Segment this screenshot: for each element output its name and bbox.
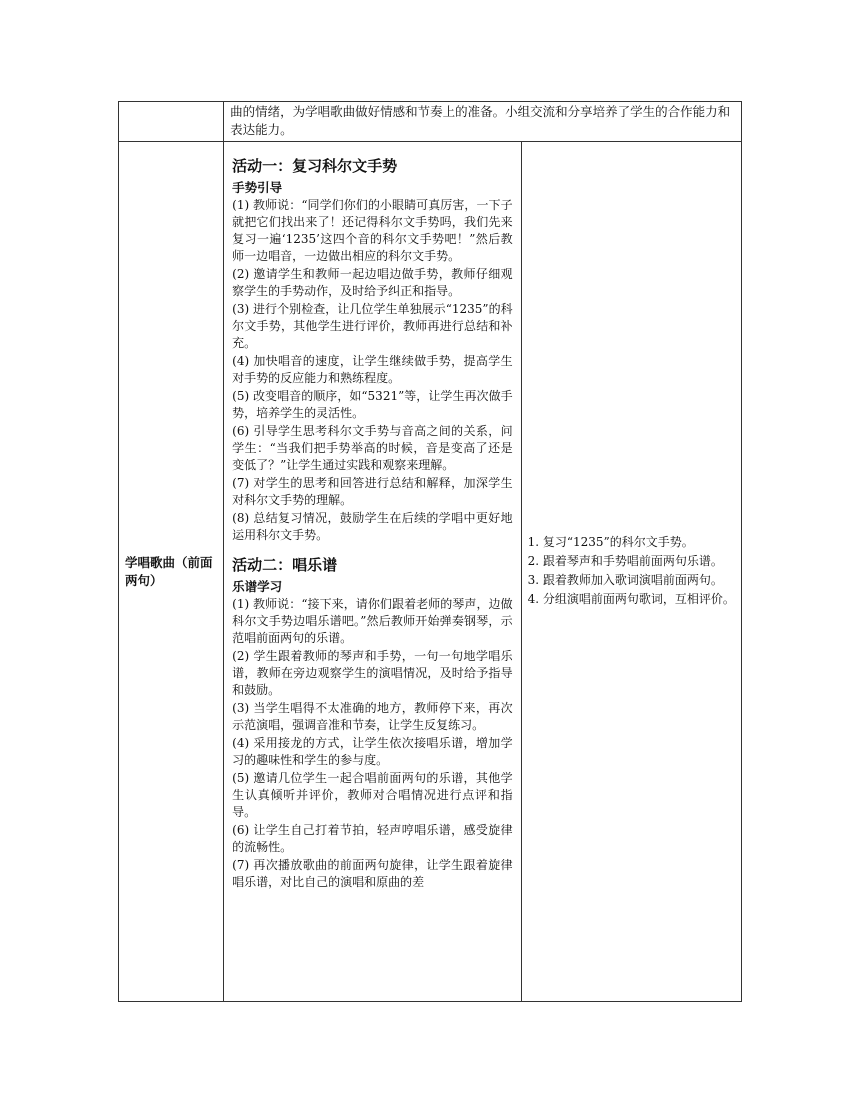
continuation-text: 曲的情绪，为学唱歌曲做好情感和节奏上的准备。小组交流和分享培养了学生的合作能力和表达能力。: [230, 104, 731, 137]
stage-cell-empty: [119, 102, 224, 142]
activity-step: (6) 让学生自己打着节拍，轻声哼唱乐谱，感受旋律的流畅性。: [232, 823, 513, 854]
student-activity-item: 2. 跟着琴声和手势唱前面两句乐谱。: [527, 553, 723, 568]
activity-title: 活动一：复习科尔文手势: [232, 157, 398, 175]
activity-step: (4) 采用接龙的方式，让学生依次接唱乐谱，增加学习的趣味性和学生的参与度。: [232, 736, 513, 767]
student-activity-item: 1. 复习“1235”的科尔文手势。: [527, 534, 694, 549]
continuation-cell: [224, 102, 742, 142]
activity-step: (6) 引导学生思考科尔文手势与音高之间的关系，问学生：“当我们把手势举高的时候，音是变高了还是变低了？”让学生通过实践和观察来理解。: [232, 424, 513, 472]
activity-step: (1) 教师说：“同学们你们的小眼睛可真厉害，一下子就把它们找出来了！还记得科尔文手势吗，我们先来复习一遍‘1235’这四个音的科尔文手势吧！”然后教师一边唱音，一边做出相应的科尔文手势。: [232, 198, 513, 263]
activity-title: 活动二：唱乐谱: [232, 556, 338, 574]
teacher-activities-cell: [224, 142, 521, 1002]
activity-subtitle: 乐谱学习: [232, 579, 283, 594]
activity-step: (3) 当学生唱得不太准确的地方，教师停下来，再次示范演唱，强调音准和节奏，让学生反复练习。: [232, 701, 513, 732]
student-activity-item: 3. 跟着教师加入歌词演唱前面两句。: [527, 572, 723, 587]
activity-subtitle: 手势引导: [232, 180, 283, 195]
student-activities-cell: [521, 142, 741, 1002]
activity-step: (5) 改变唱音的顺序，如“5321”等，让学生再次做手势，培养学生的灵活性。: [232, 389, 513, 420]
activity-step: (2) 学生跟着教师的琴声和手势，一句一句地学唱乐谱，教师在旁边观察学生的演唱情况，及时给予指导和鼓励。: [232, 649, 513, 697]
stage-label: 学唱歌曲（前面两句）: [125, 554, 213, 588]
activity-one: [232, 156, 512, 544]
activity-step: (7) 再次播放歌曲的前面两句旋律，让学生跟着旋律唱乐谱，对比自己的演唱和原曲的差: [232, 858, 513, 889]
activity-step: (4) 加快唱音的速度，让学生继续做手势，提高学生对手势的反应能力和熟练程度。: [232, 354, 513, 385]
student-activity-item: 4. 分组演唱前面两句歌词，互相评价。: [527, 591, 735, 606]
activity-two: [232, 555, 512, 891]
table-row-singing: [119, 142, 742, 1002]
lesson-plan-table: [118, 101, 742, 1002]
activity-step: (8) 总结复习情况，鼓励学生在后续的学唱中更好地运用科尔文手势。: [232, 511, 513, 542]
activity-step: (3) 进行个别检查，让几位学生单独展示“1235”的科尔文手势，其他学生进行评价，教师再进行总结和补充。: [232, 302, 513, 350]
activity-step: (1) 教师说：“接下来，请你们跟着老师的琴声，边做科尔文手势边唱乐谱吧。”然后教师开始弹奏钢琴，示范唱前面两句的乐谱。: [232, 597, 513, 645]
activity-step: (7) 对学生的思考和回答进行总结和解释，加深学生对科尔文手势的理解。: [232, 476, 513, 507]
activity-step: (2) 邀请学生和教师一起边唱边做手势，教师仔细观察学生的手势动作，及时给予纠正和指导。: [232, 267, 513, 298]
table-row-continuation: [119, 102, 742, 142]
stage-cell: [119, 142, 224, 1002]
activity-step: (5) 邀请几位学生一起合唱前面两句的乐谱，其他学生认真倾听并评价，教师对合唱情况进行点评和指导。: [232, 771, 513, 819]
